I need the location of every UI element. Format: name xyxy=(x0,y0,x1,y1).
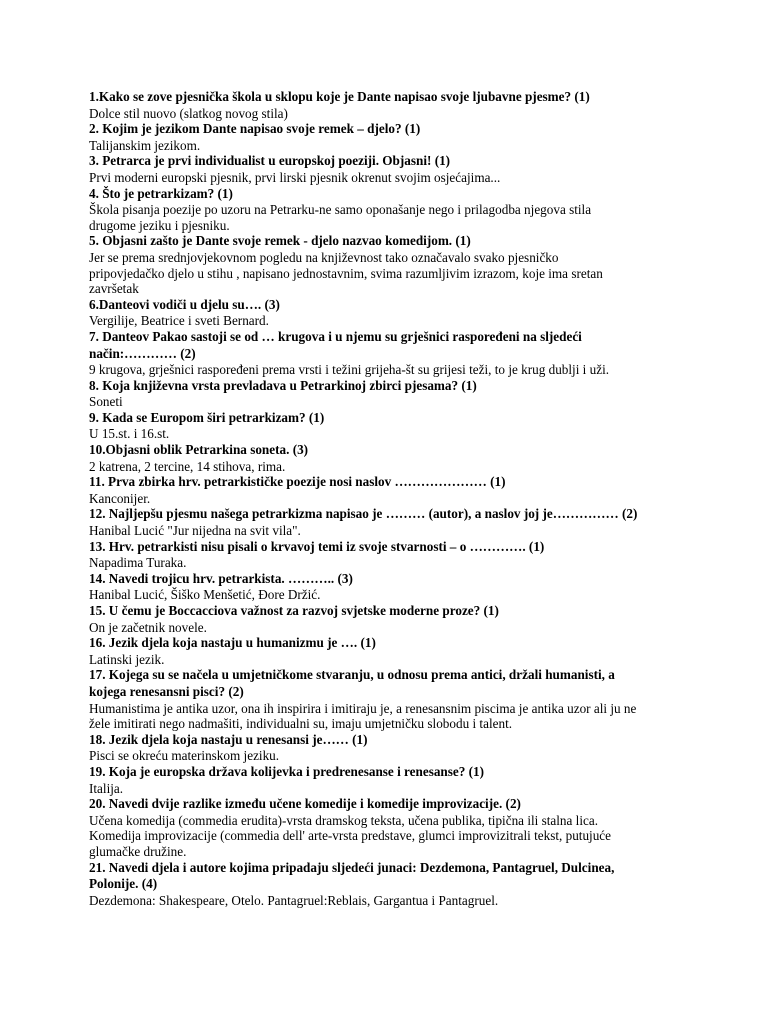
qa-item-12 xyxy=(89,506,749,538)
answer-20 xyxy=(89,813,749,860)
question-10: 10.Objasni oblik Petrarkina soneta. (3) xyxy=(89,442,309,458)
answer-1: Dolce stil nuovo (slatkog novog stila) xyxy=(89,105,288,121)
qa-item-9 xyxy=(89,410,749,442)
question-line: 21. Navedi djela i autore kojima pripadaju sljedeći junaci: Dezdemona, Pantagruel, Dulcinea, xyxy=(89,859,615,875)
qa-item-4 xyxy=(89,186,749,234)
qa-item-21 xyxy=(89,860,749,909)
answer-11: Kanconijer. xyxy=(89,490,151,506)
question-11: 11. Prva zbirka hrv. petrarkističke poezije nosi naslov ………………… (1) xyxy=(89,474,506,490)
qa-item-19 xyxy=(89,764,749,796)
answer-12: Hanibal Lucić "Jur nijedna na svit vila". xyxy=(89,523,301,539)
qa-item-2 xyxy=(89,121,749,153)
answer-19: Italija. xyxy=(89,780,124,796)
question-21 xyxy=(89,860,749,893)
answer-21: Dezdemona: Shakespeare, Otelo. Pantagruel:Reblais, Gargantua i Pantagruel. xyxy=(89,892,499,908)
question-8: 8. Koja književna vrsta prevladava u Petrarkinoj zbirci pjesama? (1) xyxy=(89,377,477,393)
question-15: 15. U čemu je Boccacciova važnost za razvoj svjetske moderne proze? (1) xyxy=(89,603,499,618)
qa-item-3 xyxy=(89,153,749,185)
qa-item-7 xyxy=(89,329,749,378)
question-18: 18. Jezik djela koja nastaju u renesansi je…… (1) xyxy=(89,731,368,747)
answer-5 xyxy=(89,250,749,297)
answer-line: pripovjedačko djelo u stihu , napisano jednostavnim, svima razumljivim izrazom, koje ima sretan xyxy=(89,265,603,281)
answer-9: U 15.st. i 16.st. xyxy=(89,426,170,442)
question-7 xyxy=(89,329,749,362)
answer-line: Jer se prema srednjovjekovnom pogledu na književnost tako označavalo svako pjesničko xyxy=(89,249,559,265)
answer-line: završetak xyxy=(89,281,139,297)
answer-7: 9 krugova, grješnici raspoređeni prema vrsti i težini grijeha-št su grijesi teži, to je krug dublji i uži. xyxy=(89,362,610,378)
question-13: 13. Hrv. petrarkisti nisu pisali o krvavoj temi iz svoje stvarnosti – o …………. (1) xyxy=(89,538,545,554)
question-19: 19. Koja je europska država kolijevka i predrenesanse i renesanse? (1) xyxy=(89,763,485,779)
qa-item-8 xyxy=(89,378,749,410)
question-line: kojega renesansni pisci? (2) xyxy=(89,683,244,699)
answer-18: Pisci se okreću materinskom jeziku. xyxy=(89,748,280,764)
answer-13: Napadima Turaka. xyxy=(89,555,187,571)
question-line: 17. Kojega su se načela u umjetničkome stvaranju, u odnosu prema antici, držali humanisti, a xyxy=(89,667,615,683)
question-line: 7. Danteov Pakao sastoji se od … krugova i u njemu su grješnici raspoređeni na sljedeći xyxy=(89,328,582,344)
qa-item-15 xyxy=(89,603,749,635)
qa-item-5 xyxy=(89,233,749,296)
question-20: 20. Navedi dvije razlike između učene komedije i komedije improvizacije. (2) xyxy=(89,796,521,812)
qa-item-13 xyxy=(89,539,749,571)
answer-line: glumačke družine. xyxy=(89,843,187,859)
answer-line: žele imitirati nego nadmašiti, individualni su, imaju umjetničku slobodu i talent. xyxy=(89,716,513,732)
answer-line: Škola pisanja poezije po uzoru na Petrarku-ne samo oponašanje nego i prilagodba njegova stila xyxy=(89,202,592,218)
question-4: 4. Što je petrarkizam? (1) xyxy=(89,185,233,201)
qa-item-14 xyxy=(89,571,749,603)
answer-2: Talijanskim jezikom. xyxy=(89,137,201,153)
answer-16: Latinski jezik. xyxy=(89,651,165,667)
qa-item-1 xyxy=(89,89,749,121)
question-9: 9. Kada se Europom širi petrarkizam? (1) xyxy=(89,409,325,425)
worksheet xyxy=(89,89,749,908)
answer-line: Humanistima je antika uzor, ona ih inspirira i imitiraju je, a renesansnim piscima je antika uzor ali ju ne xyxy=(89,700,637,716)
qa-item-18 xyxy=(89,732,749,764)
question-1: 1.Kako se zove pjesnička škola u sklopu koje je Dante napisao svoje ljubavne pjesme? (1) xyxy=(89,89,590,104)
qa-item-10 xyxy=(89,442,749,474)
question-6: 6.Danteovi vodiči u djelu su…. (3) xyxy=(89,296,280,312)
answer-8: Soneti xyxy=(89,394,123,410)
question-3: 3. Petrarca je prvi individualist u europskoj poeziji. Objasni! (1) xyxy=(89,153,451,169)
qa-item-16 xyxy=(89,635,749,667)
question-16: 16. Jezik djela koja nastaju u humanizmu je …. (1) xyxy=(89,635,376,651)
qa-item-11 xyxy=(89,474,749,506)
answer-line: Komedija improvizacije (commedia dell' arte-vrsta predstave, glumci improvizitrali tekst, putujuće xyxy=(89,828,612,844)
answer-line: drugome jeziku i pjesniku. xyxy=(89,217,230,233)
question-line: Polonije. (4) xyxy=(89,876,158,892)
question-12: 12. Najljepšu pjesmu našega petrarkizma napisao je ……… (autor), a naslov joj je…………… (2) xyxy=(89,506,638,522)
qa-item-6 xyxy=(89,297,749,329)
answer-3: Prvi moderni europski pjesnik, prvi lirski pjesnik okrenut svojim osjećajima... xyxy=(89,169,501,185)
question-5: 5. Objasni zašto je Dante svoje remek - djelo nazvao komedijom. (1) xyxy=(89,233,471,249)
question-14: 14. Navedi trojicu hrv. petrarkista. ……….. (3) xyxy=(89,570,353,586)
answer-line: Učena komedija (commedia erudita)-vrsta dramskog teksta, učena publika, tipična ili stalna lica. xyxy=(89,812,599,828)
question-line: način:………… (2) xyxy=(89,345,196,361)
qa-item-20 xyxy=(89,796,749,859)
question-17 xyxy=(89,667,749,700)
answer-4 xyxy=(89,202,749,233)
question-2: 2. Kojim je jezikom Dante napisao svoje remek – djelo? (1) xyxy=(89,121,421,137)
answer-6: Vergilije, Beatrice i sveti Bernard. xyxy=(89,313,269,329)
answer-10: 2 katrena, 2 tercine, 14 stihova, rima. xyxy=(89,458,286,474)
answer-14: Hanibal Lucić, Šiško Menšetić, Đore Držić. xyxy=(89,587,321,603)
answer-17 xyxy=(89,701,749,732)
answer-15: On je začetnik novele. xyxy=(89,619,207,635)
qa-item-17 xyxy=(89,667,749,731)
